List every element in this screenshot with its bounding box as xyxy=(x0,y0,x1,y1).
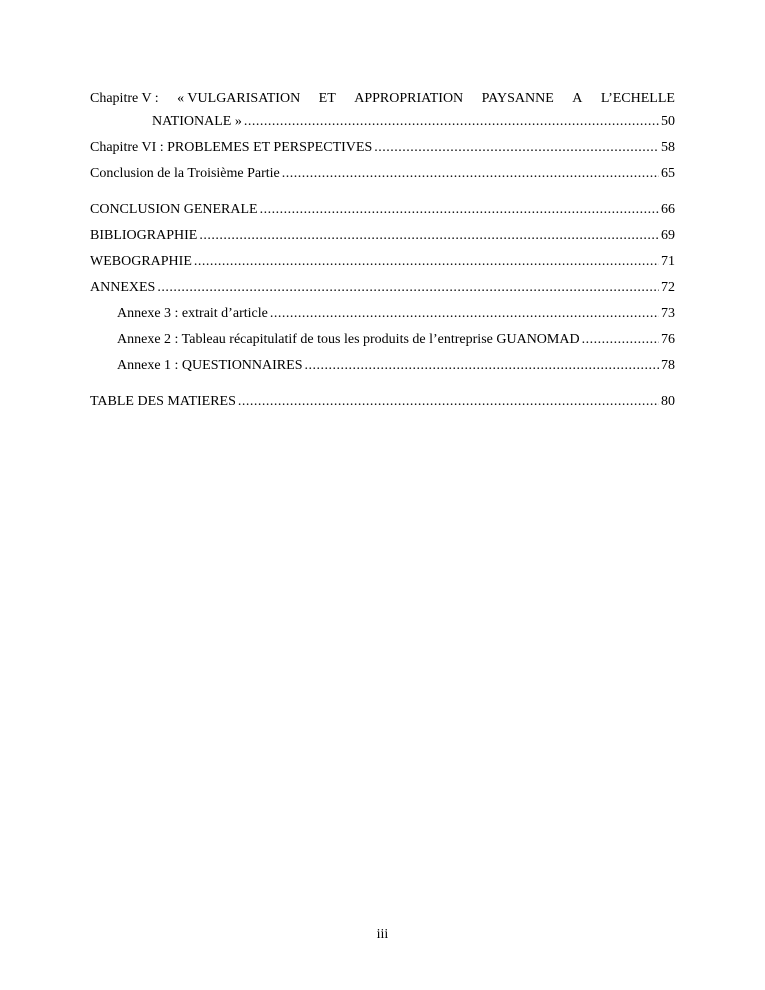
dot-leader xyxy=(244,109,659,135)
toc-entry-annexe-1[interactable] xyxy=(90,353,675,379)
toc-entry-label: WEBOGRAPHIE xyxy=(90,254,192,269)
ch5-word-2: « VULGARISATION xyxy=(177,91,301,106)
toc-entry-label: Conclusion de la Troisième Partie xyxy=(90,166,280,181)
toc-entry-page: 65 xyxy=(661,166,675,181)
dot-leader xyxy=(157,275,659,301)
toc-entry-annexe-2[interactable] xyxy=(90,327,675,353)
dot-leader xyxy=(304,353,659,379)
toc-entry-page: 58 xyxy=(661,140,675,155)
dot-leader xyxy=(238,389,659,415)
ch5-word-6: A xyxy=(572,91,583,106)
toc-entry-bibliographie[interactable] xyxy=(90,223,675,249)
toc-entry-label: BIBLIOGRAPHIE xyxy=(90,228,198,243)
dot-leader xyxy=(282,161,659,187)
toc-entry-label: CONCLUSION GENERALE xyxy=(90,202,258,217)
toc-entry-label: NATIONALE » xyxy=(152,114,242,129)
table-of-contents xyxy=(90,88,675,415)
toc-entry-label: Annexe 1 : QUESTIONNAIRES xyxy=(117,358,303,373)
toc-entry-page: 78 xyxy=(661,358,675,373)
ch5-word-4: APPROPRIATION xyxy=(354,91,464,106)
ch5-word-1: Chapitre V : xyxy=(90,91,159,106)
dot-leader xyxy=(374,135,659,161)
toc-entry-chapitre-6[interactable] xyxy=(90,135,675,161)
toc-entry-conclusion-troisieme-partie[interactable] xyxy=(90,161,675,187)
toc-entry-label: TABLE DES MATIERES xyxy=(90,394,236,409)
ch5-word-7: L’ECHELLE xyxy=(600,91,675,106)
toc-entry-label: ANNEXES xyxy=(90,280,156,295)
toc-entry-page: 69 xyxy=(661,228,675,243)
toc-entry-table-des-matieres[interactable] xyxy=(90,389,675,415)
page-number: iii xyxy=(376,927,389,942)
toc-entry-page: 80 xyxy=(661,394,675,409)
dot-leader xyxy=(199,223,659,249)
ch5-word-5: PAYSANNE xyxy=(481,91,554,106)
toc-entry-chapitre-5-line1[interactable] xyxy=(90,88,675,109)
toc-entry-page: 71 xyxy=(661,254,675,269)
toc-entry-label: Annexe 2 : Tableau récapitulatif de tous les produits de l’entreprise GUANOMAD xyxy=(117,332,580,347)
toc-entry-conclusion-generale[interactable] xyxy=(90,197,675,223)
toc-entry-annexes[interactable] xyxy=(90,275,675,301)
toc-entry-page: 72 xyxy=(661,280,675,295)
toc-entry-label: Chapitre VI : PROBLEMES ET PERSPECTIVES xyxy=(90,140,373,155)
toc-entry-page: 66 xyxy=(661,202,675,217)
toc-entry-page: 73 xyxy=(661,306,675,321)
dot-leader xyxy=(582,327,659,353)
dot-leader xyxy=(270,301,659,327)
toc-entry-label: Annexe 3 : extrait d’article xyxy=(117,306,268,321)
toc-entry-page: 76 xyxy=(661,332,675,347)
dot-leader xyxy=(194,249,659,275)
toc-entry-webographie[interactable] xyxy=(90,249,675,275)
toc-entry-annexe-3[interactable] xyxy=(90,301,675,327)
toc-entry-page: 50 xyxy=(661,114,675,129)
dot-leader xyxy=(260,197,659,223)
toc-entry-chapitre-5-line2[interactable] xyxy=(90,109,675,135)
ch5-word-3: ET xyxy=(318,91,336,106)
